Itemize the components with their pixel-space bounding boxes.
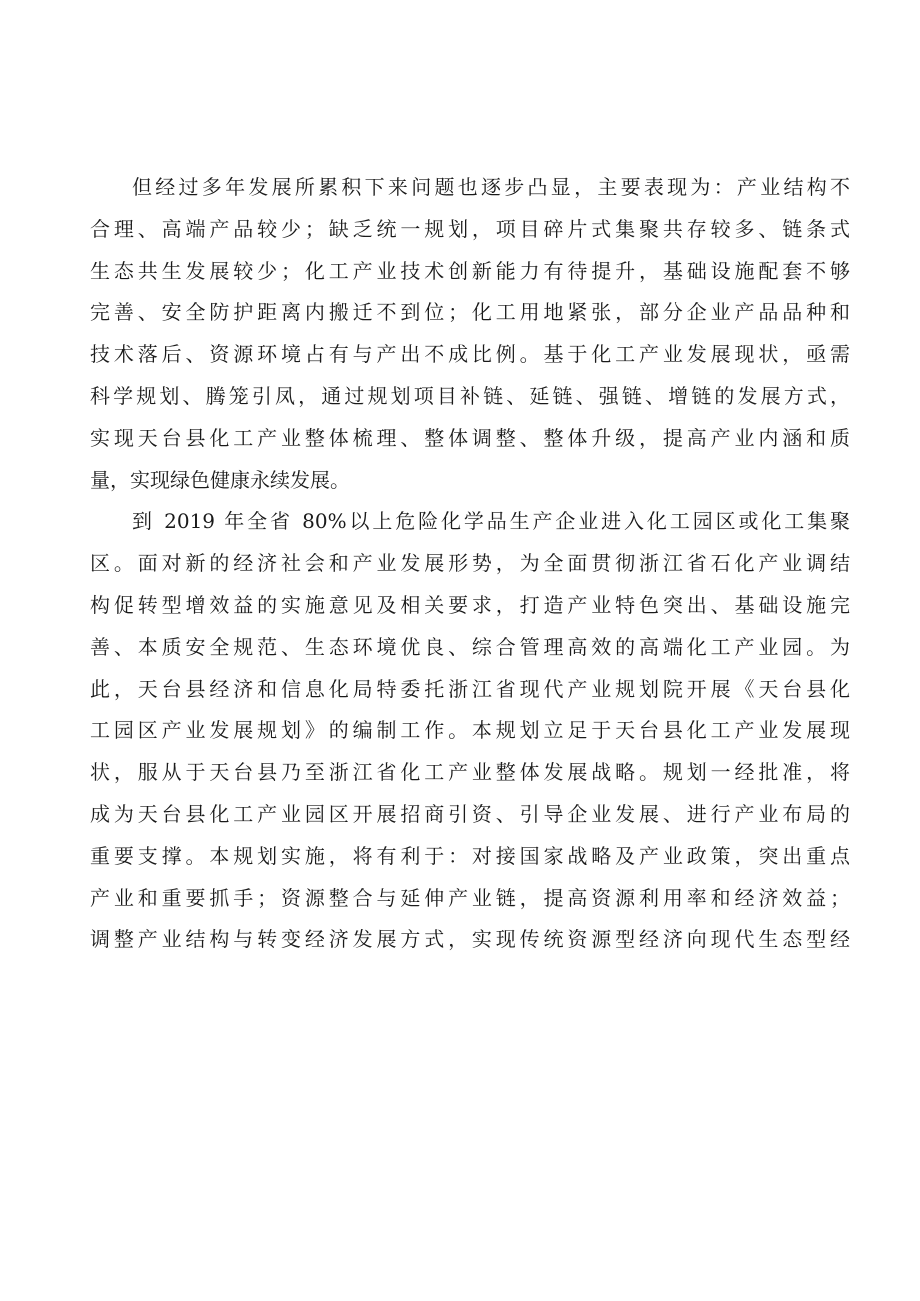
text-line: 实现天台县化工产业整体梳理、整体调整、整体升级，提高产业内涵和质	[90, 425, 850, 450]
document-body	[90, 167, 850, 961]
paragraph-planning	[90, 501, 850, 961]
text-line: 状，服从于天台县乃至浙江省化工产业整体发展战略。规划一经批准，将	[90, 760, 850, 785]
text-line: 此，天台县经济和信息化局特委托浙江省现代产业规划院开展《天台县化	[90, 676, 850, 701]
paragraph-problems	[90, 167, 850, 501]
text-line: 工园区产业发展规划》的编制工作。本规划立足于天台县化工产业发展现	[90, 718, 850, 743]
text-line: 但经过多年发展所累积下来问题也逐步凸显，主要表现为：产业结构不	[132, 175, 850, 199]
text-line: 调整产业结构与转变经济发展方式，实现传统资源型经济向现代生态型经	[90, 927, 850, 952]
text-line: 构促转型增效益的实施意见及相关要求，打造产业特色突出、基础设施完	[90, 592, 850, 617]
text-line: 生态共生发展较少；化工产业技术创新能力有待提升，基础设施配套不够	[90, 258, 850, 283]
text-line: 科学规划、腾笼引凤，通过规划项目补链、延链、强链、增链的发展方式，	[90, 383, 850, 408]
text-line: 成为天台县化工产业园区开展招商引资、引导企业发展、进行产业布局的	[90, 801, 850, 826]
text-line: 量，实现绿色健康永续发展。	[90, 467, 350, 492]
text-line: 完善、安全防护距离内搬迁不到位；化工用地紧张，部分企业产品品种和	[90, 300, 850, 325]
text-line: 区。面对新的经济社会和产业发展形势，为全面贯彻浙江省石化产业调结	[90, 551, 850, 576]
text-line: 重要支撑。本规划实施，将有利于：对接国家战略及产业政策，突出重点	[90, 843, 850, 868]
text-line: 合理、高端产品较少；缺乏统一规划，项目碎片式集聚共存较多、链条式	[90, 216, 850, 241]
text-line: 到 2019 年全省 80%以上危险化学品生产企业进入化工园区或化工集聚	[132, 509, 850, 534]
text-line: 善、本质安全规范、生态环境优良、综合管理高效的高端化工产业园。为	[90, 634, 850, 659]
text-line: 产业和重要抓手；资源整合与延伸产业链，提高资源利用率和经济效益；	[90, 885, 850, 910]
text-line: 技术落后、资源环境占有与产出不成比例。基于化工产业发展现状，亟需	[90, 342, 850, 367]
